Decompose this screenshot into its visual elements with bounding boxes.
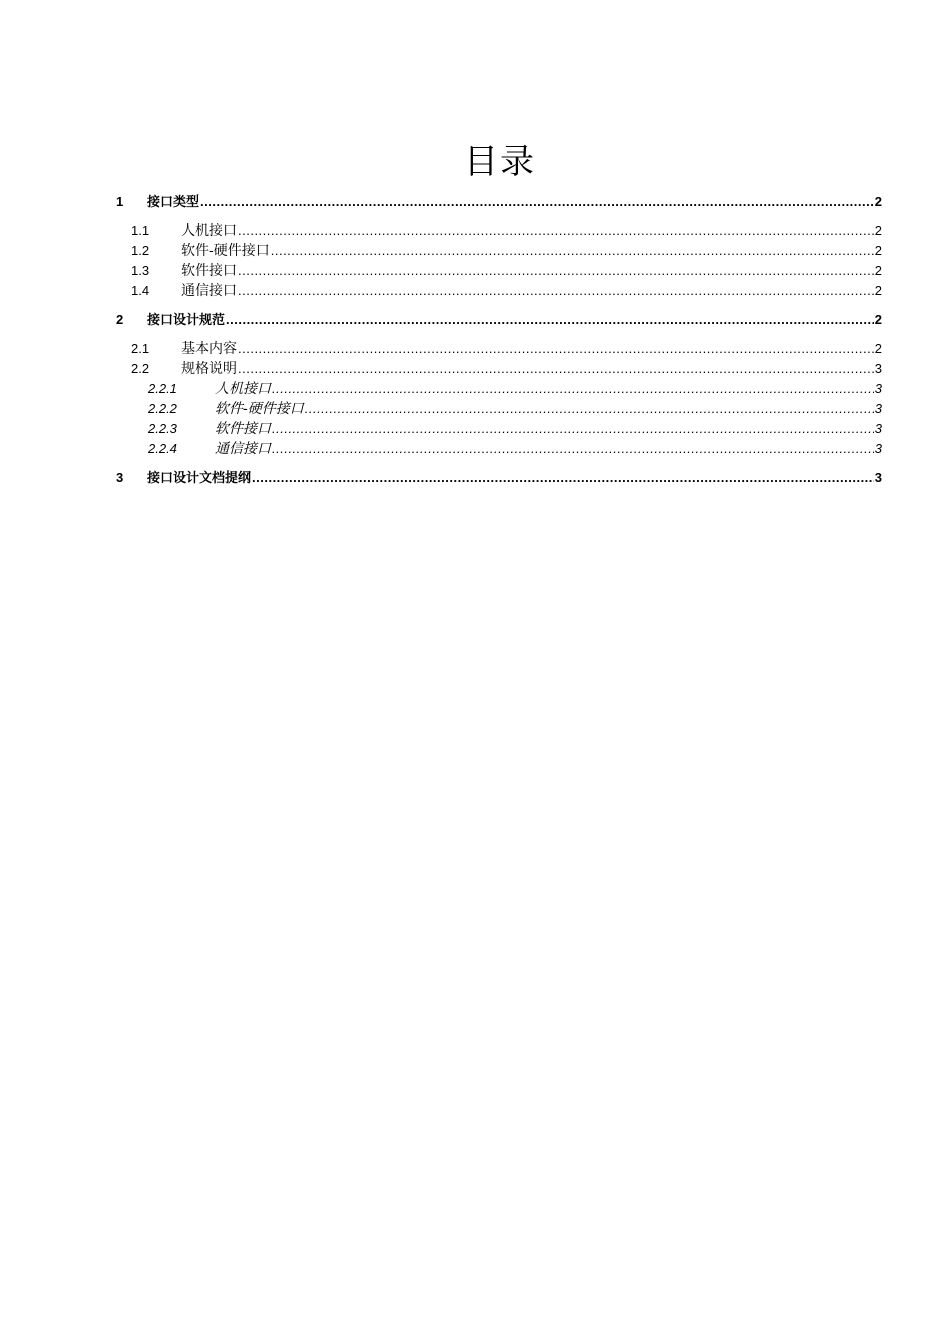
toc-entry-label: 接口类型 [147,195,200,210]
toc-entry-label: 软件接口 [215,421,271,437]
toc-entry-label: 人机接口 [215,381,271,397]
dot-leader [238,221,874,241]
toc-entry-label: 接口设计规范 [147,313,226,328]
toc-entry-label: 人机接口 [181,223,237,239]
toc-entry-number: 1.3 [131,263,150,278]
table-of-contents [114,192,882,488]
toc-entry-page: 3 [874,421,882,436]
toc-entry-label: 通信接口 [181,283,237,299]
toc-entry[interactable] [114,310,882,330]
toc-entry-page: 2 [874,283,882,298]
toc-entry-label: 规格说明 [181,361,237,377]
toc-entry-number: 1.4 [131,283,150,298]
toc-entry-number: 2.1 [131,341,150,356]
toc-entry-label: 软件-硬件接口 [181,243,270,259]
toc-entry-label: 软件-硬件接口 [215,401,304,417]
dot-leader [238,359,874,379]
toc-entry[interactable] [114,221,882,241]
dot-leader [226,310,874,330]
toc-title: 目录 [464,142,536,182]
dot-leader [238,339,874,359]
toc-entry-page: 3 [874,441,882,456]
toc-entry-number: 2.2.3 [148,421,177,436]
toc-entry[interactable] [114,419,882,439]
toc-entry-label: 基本内容 [181,341,237,357]
toc-entry-page: 3 [874,470,882,485]
toc-entry-number: 2 [116,312,124,327]
toc-entry-number: 2.2.2 [148,401,177,416]
dot-leader [272,419,874,439]
toc-entry-page: 2 [874,243,882,258]
toc-entry-label: 接口设计文档提纲 [147,471,252,486]
toc-entry-number: 1 [116,194,124,209]
dot-leader [271,241,874,261]
dot-leader [200,192,874,212]
toc-entry-page: 2 [874,194,882,209]
toc-entry-number: 2.2.1 [148,381,177,396]
toc-entry[interactable] [114,192,882,212]
toc-entry-number: 1.1 [131,223,150,238]
toc-entry[interactable] [114,339,882,359]
toc-entry-page: 3 [874,401,882,416]
toc-entry[interactable] [114,359,882,379]
toc-entry[interactable] [114,261,882,281]
dot-leader [252,468,874,488]
dot-leader [272,379,874,399]
toc-entry-number: 3 [116,470,124,485]
toc-entry[interactable] [114,468,882,488]
toc-entry-label: 通信接口 [215,441,271,457]
dot-leader [305,399,874,419]
toc-entry[interactable] [114,399,882,419]
toc-entry-page: 2 [874,312,882,327]
dot-leader [272,439,874,459]
toc-entry[interactable] [114,379,882,399]
toc-entry-page: 2 [874,223,882,238]
toc-entry-number: 2.2 [131,361,150,376]
toc-entry-number: 1.2 [131,243,150,258]
toc-entry-page: 2 [874,341,882,356]
dot-leader [238,281,874,301]
dot-leader [238,261,874,281]
toc-entry-page: 3 [874,361,882,376]
toc-entry[interactable] [114,439,882,459]
toc-entry[interactable] [114,241,882,261]
toc-entry-page: 2 [874,263,882,278]
toc-entry-label: 软件接口 [181,263,237,279]
toc-entry-page: 3 [874,381,882,396]
toc-entry-number: 2.2.4 [148,441,177,456]
toc-entry[interactable] [114,281,882,301]
